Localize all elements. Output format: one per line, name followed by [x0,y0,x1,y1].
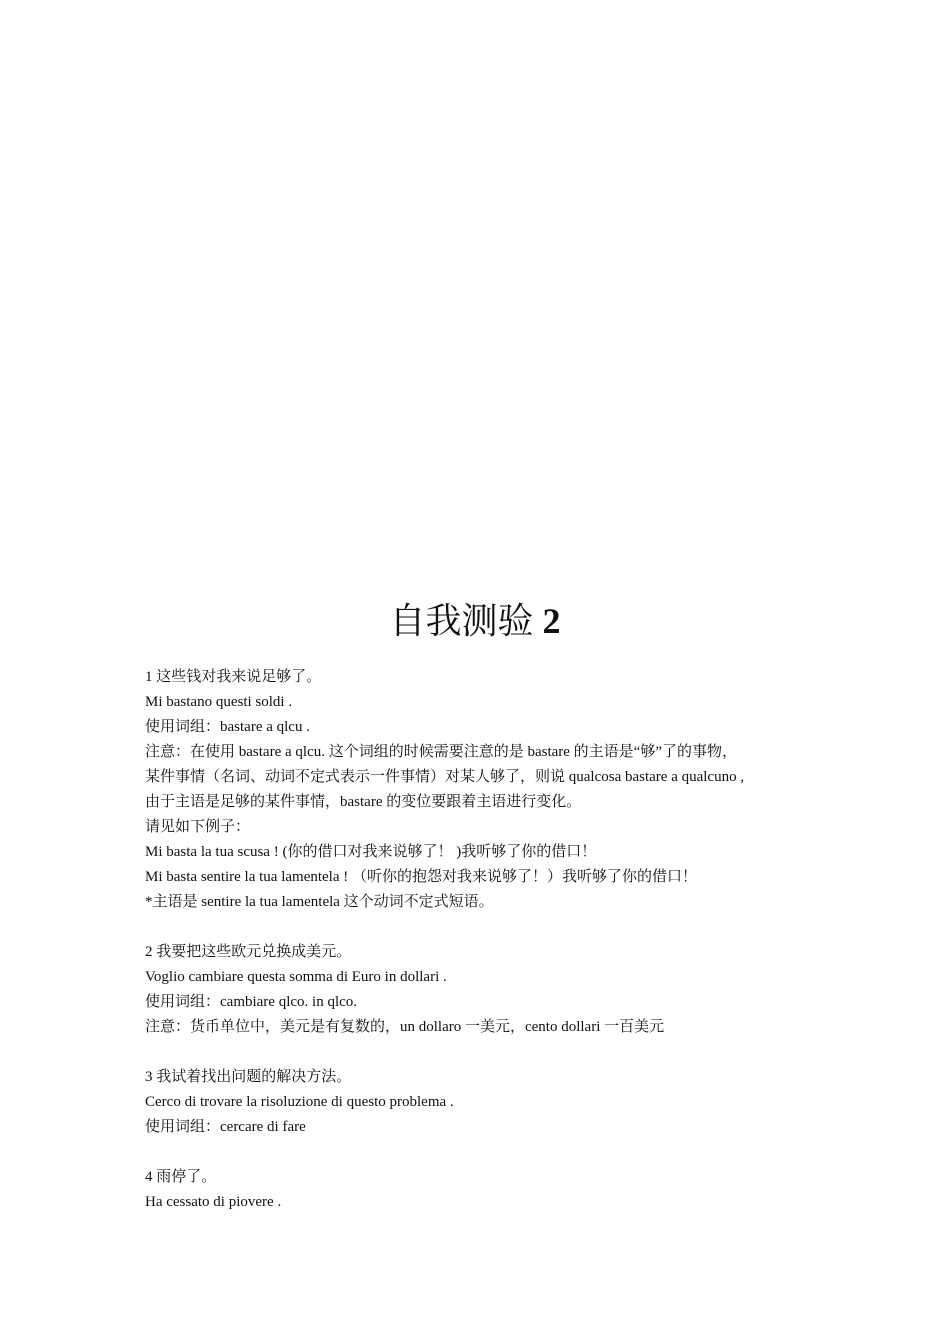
section-1-examples-label: 请见如下例子： [145,819,251,835]
document-body [145,665,825,1215]
section-3-heading: 3 我试着找出问题的解决方法。 [145,1069,352,1085]
section-1-example: Mi basta la tua scusa ! (你的借口对我来说够了！ )我听够了你的借口！ [145,844,597,860]
section-2-phrase: 使用词组：cambiare qlco. in qlco. [145,994,358,1010]
section-1-note: 注意：在使用 bastare a qlcu. 这个词组的时候需要注意的是 bastare 的主语是“够”了的事物， [145,744,737,760]
section-1-example: Mi basta sentire la tua lamentela ! （听你的抱怨对我来说够了！）我听够了你的借口！ [145,869,698,885]
page-title-number: 2 [542,601,561,641]
section-2-note: 注意：货币单位中，美元是有复数的，un dollaro 一美元，cento dollari 一百美元 [145,1019,665,1035]
page-title-text: 自我测验 [389,601,534,641]
section-2-heading: 2 我要把这些欧元兑换成美元。 [145,944,352,960]
section-spacer [145,915,825,940]
section-2 [145,940,825,1040]
section-1-phrase: 使用词组：bastare a qlcu . [145,719,310,735]
section-4-heading: 4 雨停了。 [145,1169,217,1185]
section-1 [145,665,825,915]
section-1-note-cont: 某件事情（名词、动词不定式表示一件事情）对某人够了，则说 qualcosa bastare a qualcuno , [145,769,745,785]
section-spacer [145,1140,825,1165]
section-2-translation: Voglio cambiare questa somma di Euro in dollari . [145,969,447,985]
section-4 [145,1165,825,1215]
section-1-footnote: *主语是 sentire la tua lamentela 这个动词不定式短语。 [145,894,494,910]
section-spacer [145,1040,825,1065]
page-title [0,596,950,646]
section-4-translation: Ha cessato di piovere . [145,1194,282,1210]
section-1-heading: 1 这些钱对我来说足够了。 [145,669,322,685]
section-3 [145,1065,825,1140]
section-1-translation: Mi bastano questi soldi . [145,694,293,710]
section-3-translation: Cerco di trovare la risoluzione di questo problema . [145,1094,454,1110]
section-3-phrase: 使用词组：cercare di fare [145,1119,306,1135]
section-1-note-cont: 由于主语是足够的某件事情，bastare 的变位要跟着主语进行变化。 [145,794,582,810]
